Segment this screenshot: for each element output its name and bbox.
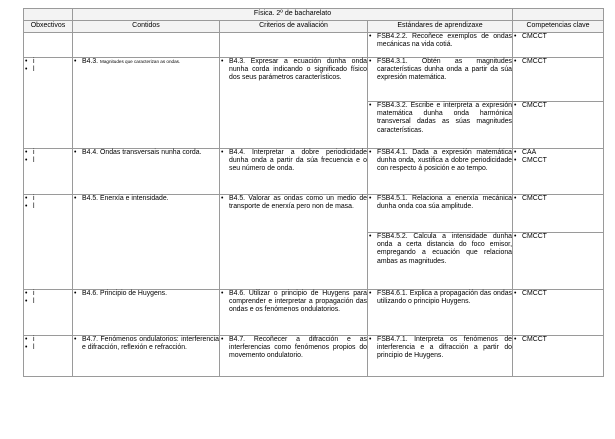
content-cell bbox=[73, 149, 220, 195]
objective-item: • l bbox=[24, 66, 72, 74]
standard-cell bbox=[368, 233, 513, 290]
competence-cell bbox=[513, 102, 604, 149]
criterion-text: • B4.5. Valorar as ondas como un medio de transporte de enerxía pero non de masa. bbox=[220, 195, 367, 211]
objectives-cell bbox=[24, 58, 73, 149]
objective-item: • i bbox=[24, 290, 72, 298]
objective-item: • l bbox=[24, 298, 72, 306]
standard-text: • FSB4.5.1. Relaciona a enerxía mecánica dunha onda coa súa amplitude. bbox=[368, 195, 512, 211]
standard-text: • FSB4.4.1. Dada a expresión matemática dunha onda, xustifica a dobre periodicidade con respecto á posición e ao tempo. bbox=[368, 149, 512, 174]
competence-item: • CMCCT bbox=[513, 195, 603, 203]
standard-text: • FSB4.5.2. Calcula a intensidade dunha onda a certa distancia do foco emisor, empregando a ecuación que relaciona ambas as magnitudes. bbox=[368, 233, 512, 266]
content-cell bbox=[73, 195, 220, 290]
standard-text: • FSB4.7.1. Interpreta os fenómenos de interferencia e a difracción a partir do principio de Huygens. bbox=[368, 336, 512, 361]
objective-item: • i bbox=[24, 149, 72, 157]
objective-item: • i bbox=[24, 195, 72, 203]
curriculum-table bbox=[23, 8, 604, 377]
standard-text: • FSB4.2.2. Recoñece exemplos de ondas mecánicas na vida cotiá. bbox=[368, 33, 512, 49]
competence-cell bbox=[513, 149, 604, 195]
standard-cell bbox=[368, 195, 513, 233]
table-row bbox=[24, 290, 604, 336]
content-cell bbox=[73, 336, 220, 377]
header-standards: Estándares de aprendizaxe bbox=[368, 21, 513, 33]
content-cell bbox=[73, 58, 220, 149]
objectives-cell bbox=[24, 149, 73, 195]
standard-text: • FSB4.6.1. Explica a propagación das ondas utilizando o principio Huygens. bbox=[368, 290, 512, 306]
content-cell bbox=[73, 290, 220, 336]
standard-text: • FSB4.3.1. Obtén as magnitudes características dunha onda a partir da súa expresión matemática. bbox=[368, 58, 512, 83]
criterion-text: • B4.7. Recoñecer a difracción e as interferencias como fenómenos propios do movemento ondulatorio. bbox=[220, 336, 367, 361]
header-row bbox=[24, 21, 604, 33]
criterion-text: • B4.4. Interpretar a dobre periodicidade dunha onda a partir da súa frecuencia e o seu número de onda. bbox=[220, 149, 367, 174]
title-spacer-right bbox=[513, 9, 604, 21]
competence-item: • CMCCT bbox=[513, 233, 603, 241]
content-text: • B4.5. Enerxía e intensidade. bbox=[73, 195, 219, 203]
content-prefix: B4.3. bbox=[82, 58, 99, 65]
competence-cell bbox=[513, 290, 604, 336]
competence-item: • CMCCT bbox=[513, 33, 603, 41]
table-row bbox=[24, 33, 604, 58]
criterion-cell bbox=[220, 58, 368, 149]
standard-cell bbox=[368, 336, 513, 377]
criterion-text: • B4.6. Utilizar o principio de Huygens para comprender e interpretar a propagación das ondas e os fenómenos ondulatorios. bbox=[220, 290, 367, 315]
competence-item: • CMCCT bbox=[513, 102, 603, 110]
content-body: Magnitudes que caracterizan as ondas. bbox=[100, 59, 181, 64]
competence-item: • CMCCT bbox=[513, 157, 603, 165]
competence-item: • CMCCT bbox=[513, 58, 603, 66]
objective-item: • i bbox=[24, 336, 72, 344]
table-row bbox=[24, 336, 604, 377]
title-spacer bbox=[24, 9, 73, 21]
criterion-cell bbox=[220, 290, 368, 336]
competence-cell bbox=[513, 33, 604, 58]
criterion-cell bbox=[220, 33, 368, 58]
standard-cell bbox=[368, 149, 513, 195]
criterion-text: • B4.3. Expresar a ecuación dunha onda nunha corda indicando o significado físico dos seus parámetros característicos. bbox=[220, 58, 367, 83]
header-competences: Competencias clave bbox=[513, 21, 604, 33]
criterion-cell bbox=[220, 149, 368, 195]
title-row bbox=[24, 9, 604, 21]
objectives-cell bbox=[24, 195, 73, 290]
standard-cell bbox=[368, 58, 513, 102]
objective-item: • i bbox=[24, 58, 72, 66]
objectives-cell bbox=[24, 336, 73, 377]
header-contents: Contidos bbox=[73, 21, 220, 33]
competence-item: • CAA bbox=[513, 149, 603, 157]
header-criteria: Criterios de avaliación bbox=[220, 21, 368, 33]
competence-item: • CMCCT bbox=[513, 336, 603, 344]
content-text: • B4.4. Ondas transversais nunha corda. bbox=[73, 149, 219, 157]
objectives-cell bbox=[24, 290, 73, 336]
objective-item: • l bbox=[24, 157, 72, 165]
header-objectives: Obxectivos bbox=[24, 21, 73, 33]
content-cell bbox=[73, 33, 220, 58]
competence-cell bbox=[513, 233, 604, 290]
objectives-cell bbox=[24, 33, 73, 58]
standard-cell bbox=[368, 102, 513, 149]
standard-cell bbox=[368, 33, 513, 58]
content-text bbox=[73, 58, 219, 66]
competence-cell bbox=[513, 336, 604, 377]
table-row bbox=[24, 58, 604, 102]
table-row bbox=[24, 149, 604, 195]
criterion-cell bbox=[220, 336, 368, 377]
objective-item: • l bbox=[24, 344, 72, 352]
standard-text: • FSB4.3.2. Escribe e interpreta a expresión matemática dunha onda harmónica transversal dadas as súas magnitudes características. bbox=[368, 102, 512, 135]
content-text: • B4.7. Fenómenos ondulatorios: interferencia e difracción, reflexión e refracción. bbox=[73, 336, 219, 352]
table-row bbox=[24, 195, 604, 233]
content-text: • B4.6. Principio de Huygens. bbox=[73, 290, 219, 298]
criterion-cell bbox=[220, 195, 368, 290]
competence-item: • CMCCT bbox=[513, 290, 603, 298]
table-title: Física. 2º de bacharelato bbox=[73, 9, 513, 21]
competence-cell bbox=[513, 195, 604, 233]
objective-item: • l bbox=[24, 203, 72, 211]
standard-cell bbox=[368, 290, 513, 336]
competence-cell bbox=[513, 58, 604, 102]
